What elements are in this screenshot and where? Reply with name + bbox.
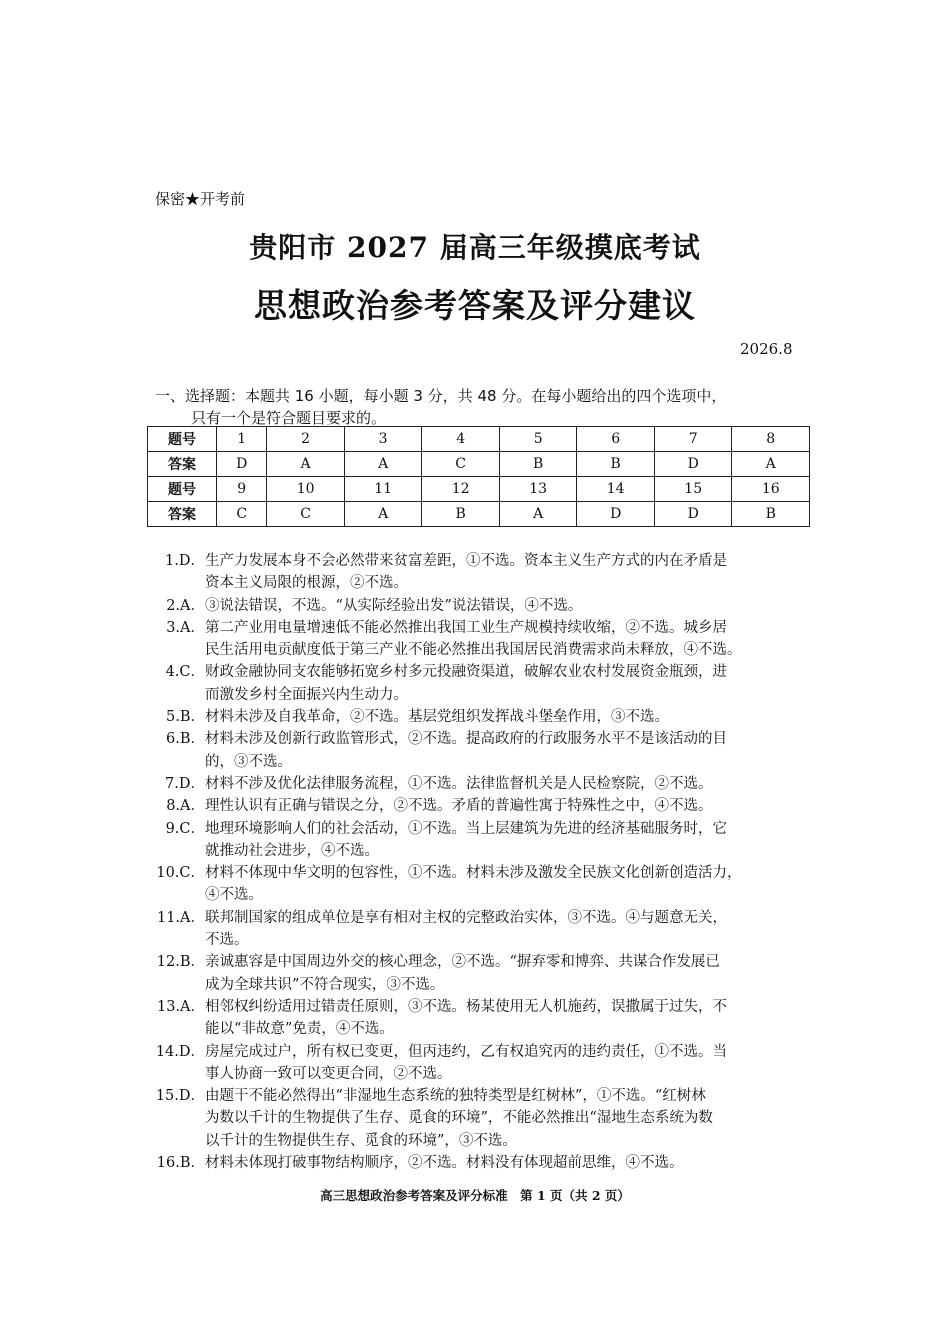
explanation-item xyxy=(155,907,815,952)
explanation-number: 6.B． xyxy=(166,731,205,748)
question-number-cell: 1 xyxy=(217,427,267,452)
explanation-line: 为数以千计的生物提供了生存、觅食的环境”，不能必然推出“湿地生态系统为数 xyxy=(205,1110,713,1127)
explanation-line: 就推动社会进步，④不选。 xyxy=(205,842,379,859)
explanation-number: 13.A． xyxy=(156,998,205,1015)
explanation-line: 不选。 xyxy=(205,932,249,949)
answer-cell: A xyxy=(732,452,810,477)
answer-cell: A xyxy=(344,452,422,477)
question-number-cell: 7 xyxy=(654,427,732,452)
row-label: 题号 xyxy=(148,427,217,452)
explanation-item xyxy=(155,996,815,1041)
explanation-line: ③说法错误，不选。“从实际经验出发”说法错误，④不选。 xyxy=(205,597,583,614)
question-number-cell: 16 xyxy=(732,477,810,502)
question-number-cell: 11 xyxy=(344,477,422,502)
explanation-item xyxy=(155,951,815,996)
question-number-cell: 14 xyxy=(577,477,655,502)
answer-cell: D xyxy=(654,502,732,527)
question-number-cell: 13 xyxy=(499,477,577,502)
explanation-line: 财政金融协同支农能够拓宽乡村多元投融资渠道，破解农业农村发展资金瓶颈，进 xyxy=(205,664,727,681)
question-number-cell: 3 xyxy=(344,427,422,452)
explanation-line: 以千计的生物提供生存、觅食的环境”，③不选。 xyxy=(205,1132,517,1149)
explanation-line: ④不选。 xyxy=(205,887,263,904)
explanation-line: 材料未涉及创新行政监管形式，②不选。提高政府的行政服务水平不是该活动的目 xyxy=(205,731,727,748)
explanation-number: 9.C． xyxy=(165,820,205,837)
answer-cell: D xyxy=(217,452,267,477)
explanation-line: 联邦制国家的组成单位是享有相对主权的完整政治实体，③不选。④与题意无关， xyxy=(205,909,727,926)
question-number-cell: 6 xyxy=(577,427,655,452)
explanation-number: 4.C． xyxy=(165,664,205,681)
page-footer: 高三思想政治参考答案及评分标准 第 1 页（共 2 页） xyxy=(320,1188,630,1203)
answer-cell: C xyxy=(217,502,267,527)
section-heading-line-1: 一、选择题：本题共 16 小题，每小题 3 分，共 48 分。在每小题给出的四个选项中， xyxy=(155,387,727,405)
answer-cell: A xyxy=(499,502,577,527)
answer-cell: B xyxy=(422,502,500,527)
row-label: 题号 xyxy=(148,477,217,502)
explanation-line: 而激发乡村全面振兴内生动力。 xyxy=(205,686,408,703)
explanation-item xyxy=(155,795,815,817)
explanation-number: 12.B． xyxy=(156,954,205,971)
explanation-item xyxy=(155,706,815,728)
document-date: 2026.8 xyxy=(740,340,793,358)
section-heading xyxy=(155,385,815,429)
explanation-number: 10.C． xyxy=(156,865,205,882)
row-label: 答案 xyxy=(148,452,217,477)
explanation-number: 2.A． xyxy=(166,597,205,614)
document-title: 思想政治参考答案及评分建议 xyxy=(254,286,696,325)
question-number-cell: 15 xyxy=(654,477,732,502)
explanation-number: 7.D． xyxy=(165,775,205,792)
explanation-number: 1.D． xyxy=(165,553,205,569)
explanation-line: 材料未体现打破事物结构顺序，②不选。材料没有体现超前思维，④不选。 xyxy=(205,1155,684,1172)
explanation-number: 3.A． xyxy=(166,619,205,636)
explanation-line: 第二产业用电量增速低不能必然推出我国工业生产规模持续收缩，②不选。城乡居 xyxy=(205,619,727,636)
explanation-line: 相邻权纠纷适用过错责任原则，③不选。杨某使用无人机施药，误撒属于过失，不 xyxy=(205,998,727,1015)
question-number-cell: 4 xyxy=(422,427,500,452)
answer-cell: A xyxy=(344,502,422,527)
explanation-item xyxy=(155,773,815,795)
explanation-number: 14.D． xyxy=(155,1043,205,1060)
explanation-item xyxy=(155,595,815,617)
confidential-label: 保密★开考前 xyxy=(155,190,246,208)
answer-cell: B xyxy=(499,452,577,477)
question-number-cell: 2 xyxy=(267,427,345,452)
explanation-line: 生产力发展本身不会必然带来贫富差距，①不选。资本主义生产方式的内在矛盾是 xyxy=(205,553,727,569)
answer-table xyxy=(147,426,810,527)
explanation-item xyxy=(155,862,815,907)
explanation-line: 成为全球共识”不符合现实，③不选。 xyxy=(205,976,445,993)
answer-cell: D xyxy=(577,502,655,527)
answer-cell: C xyxy=(267,502,345,527)
explanation-line: 亲诚惠容是中国周边外交的核心理念，②不选。“摒弃零和博弈、共谋合作发展已 xyxy=(205,954,720,971)
explanation-line: 资本主义局限的根源，②不选。 xyxy=(205,575,408,592)
question-number-cell: 12 xyxy=(422,477,500,502)
answer-cell: C xyxy=(422,452,500,477)
explanation-item xyxy=(155,728,815,773)
row-label: 答案 xyxy=(148,502,217,527)
explanation-line: 理性认识有正确与错误之分，②不选。矛盾的普遍性寓于特殊性之中，④不选。 xyxy=(205,798,713,815)
question-number-cell: 5 xyxy=(499,427,577,452)
explanation-line: 民生活用电贡献度低于第三产业不能必然推出我国居民消费需求尚未释放，④不选。 xyxy=(205,642,742,659)
section-heading-line-2: 只有一个是符合题目要求的。 xyxy=(191,409,387,427)
explanation-line: 房屋完成过户，所有权已变更，但丙违约，乙有权追究丙的违约责任，①不选。当 xyxy=(205,1043,727,1060)
explanation-line: 事人协商一致可以变更合同，②不选。 xyxy=(205,1065,452,1082)
answer-table-row xyxy=(148,502,810,527)
answer-cell: D xyxy=(654,452,732,477)
explanation-number: 8.A． xyxy=(166,798,205,815)
question-number-cell: 10 xyxy=(267,477,345,502)
explanation-line: 能以“非故意”免责，④不选。 xyxy=(205,1021,394,1038)
answer-cell: B xyxy=(577,452,655,477)
explanation-line: 的，③不选。 xyxy=(205,753,292,770)
explanation-item xyxy=(155,1085,815,1152)
explanation-item xyxy=(155,617,815,662)
explanation-item xyxy=(155,550,815,595)
answer-cell: A xyxy=(267,452,345,477)
explanation-number: 15.D． xyxy=(155,1088,205,1105)
explanation-line: 材料不涉及优化法律服务流程，①不选。法律监督机关是人民检察院，②不选。 xyxy=(205,775,713,792)
explanation-item xyxy=(155,818,815,863)
explanation-item xyxy=(155,1041,815,1086)
explanation-number: 11.A． xyxy=(156,909,205,926)
answer-cell: B xyxy=(732,502,810,527)
explanation-line: 由题干不能必然得出“非湿地生态系统的独特类型是红树林”，①不选。“红树林 xyxy=(205,1088,706,1105)
question-number-cell: 8 xyxy=(732,427,810,452)
explanation-line: 材料不体现中华文明的包容性，①不选。材料未涉及激发全民族文化创新创造活力， xyxy=(205,865,742,882)
explanation-item xyxy=(155,1152,815,1174)
explanation-line: 地理环境影响人们的社会活动，①不选。当上层建筑为先进的经济基础服务时，它 xyxy=(205,820,727,837)
explanation-number: 16.B． xyxy=(156,1155,205,1172)
explanation-number: 5.B． xyxy=(166,709,205,726)
explanation-item xyxy=(155,661,815,706)
explanation-list xyxy=(155,550,815,1174)
answer-table-body xyxy=(148,427,810,527)
question-number-cell: 9 xyxy=(217,477,267,502)
answer-table-row xyxy=(148,477,810,502)
explanation-line: 材料未涉及自我革命，②不选。基层党组织发挥战斗堡垒作用，③不选。 xyxy=(205,709,669,726)
exam-title: 贵阳市 2027 届高三年级摸底考试 xyxy=(249,231,701,264)
answer-table-row xyxy=(148,452,810,477)
answer-table-row xyxy=(148,427,810,452)
